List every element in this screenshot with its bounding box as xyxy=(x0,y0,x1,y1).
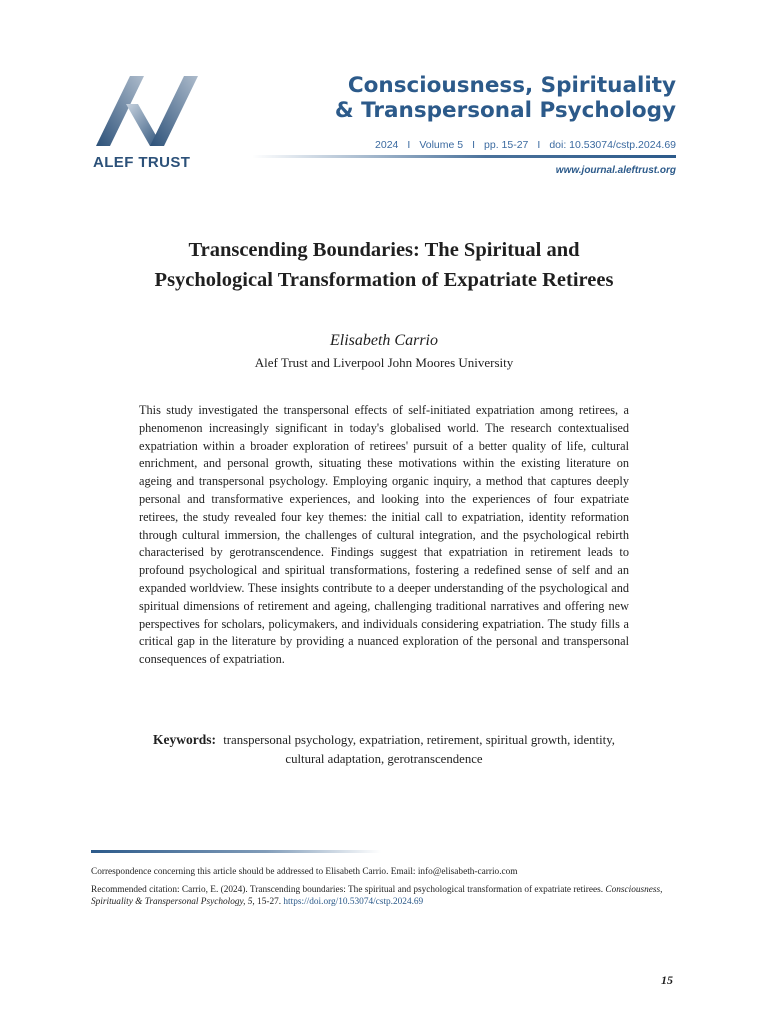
author-affiliation: Alef Trust and Liverpool John Moores University xyxy=(254,355,514,370)
keywords xyxy=(139,730,629,769)
issue-year: 2024 xyxy=(375,139,399,151)
alef-trust-logo xyxy=(90,74,205,174)
journal-meta xyxy=(375,139,676,151)
header-divider xyxy=(252,155,676,158)
recommended-citation xyxy=(91,884,683,908)
issue-doi: doi: 10.53074/cstp.2024.69 xyxy=(549,139,676,151)
abstract: This study investigated the transpersonal effects of self-initiated expatriation among retirees, a phenomenon increasingly significant in today's globalised world. The research contextualised expatriation within a broader exploration of retirees' pursuit of a better quality of life, cultural enrichment, and personal growth, situating these motivations within the existing literature on ageing and transpersonal psychology. Employing organic inquiry, a method that captures deeply personal and transformative experiences, and looking into the experiences of four expatriate retirees, the study revealed four key themes: the initial call to expatriation, identity reformation through cultural immersion, the challenges of cultural integration, and the psychological rebirth characterised by gerotranscendence. Findings suggest that expatriation in retirement leads to profound psychological and spiritual transformations, fostering a redefined sense of self and an expanded worldview. These insights contribute to a deeper understanding of the psychological and spiritual dimensions of retirement and ageing, challenging traditional narratives and offering new perspectives for scholars, policymakers, and individuals considering expatriation. The study fills a critical gap in the literature by providing a nuanced exploration of the personal and transpersonal consequences of expatriation. xyxy=(139,403,629,667)
article-title-line1: Transcending Boundaries: The Spiritual and xyxy=(188,239,580,261)
article-title-line2: Psychological Transformation of Expatriate Retirees xyxy=(154,269,614,291)
author-name: Elisabeth Carrio xyxy=(329,332,438,349)
correspondence-note: Correspondence concerning this article should be addressed to Elisabeth Carrio. Email: info@elisabeth-carrio.com xyxy=(91,867,518,877)
citation-journal: Consciousness, Spirituality & Transpersonal Psychology, 5 xyxy=(91,885,663,907)
issue-pages: pp. 15-27 xyxy=(484,139,529,151)
meta-separator: I xyxy=(472,139,476,151)
meta-separator: I xyxy=(537,139,541,151)
page-number: 15 xyxy=(661,973,673,987)
journal-title-line1: Consciousness, Spirituality xyxy=(347,73,676,98)
article-title xyxy=(84,235,684,295)
journal-title-line2: & Transpersonal Psychology xyxy=(334,98,676,123)
alef-trust-logo-icon xyxy=(92,74,204,148)
journal-title xyxy=(335,73,676,123)
citation-doi-link[interactable]: https://doi.org/10.53074/cstp.2024.69 xyxy=(283,897,424,907)
keywords-label: Keywords: xyxy=(153,732,217,747)
footnote-divider xyxy=(91,850,381,853)
meta-separator: I xyxy=(407,139,411,151)
citation-text: Recommended citation: Carrio, E. (2024). Transcending boundaries: The spiritual and psychological transformation of expatriate retirees. xyxy=(91,885,606,895)
keywords-list: transpersonal psychology, expatriation, retirement, spiritual growth, identity, cultural adaptation, gerotranscendence xyxy=(223,733,615,766)
citation-pages: , 15-27. xyxy=(252,897,284,907)
journal-website-link[interactable]: www.journal.aleftrust.org xyxy=(555,165,676,176)
logo-text: ALEF TRUST xyxy=(93,154,191,171)
issue-volume: Volume 5 xyxy=(419,139,464,151)
